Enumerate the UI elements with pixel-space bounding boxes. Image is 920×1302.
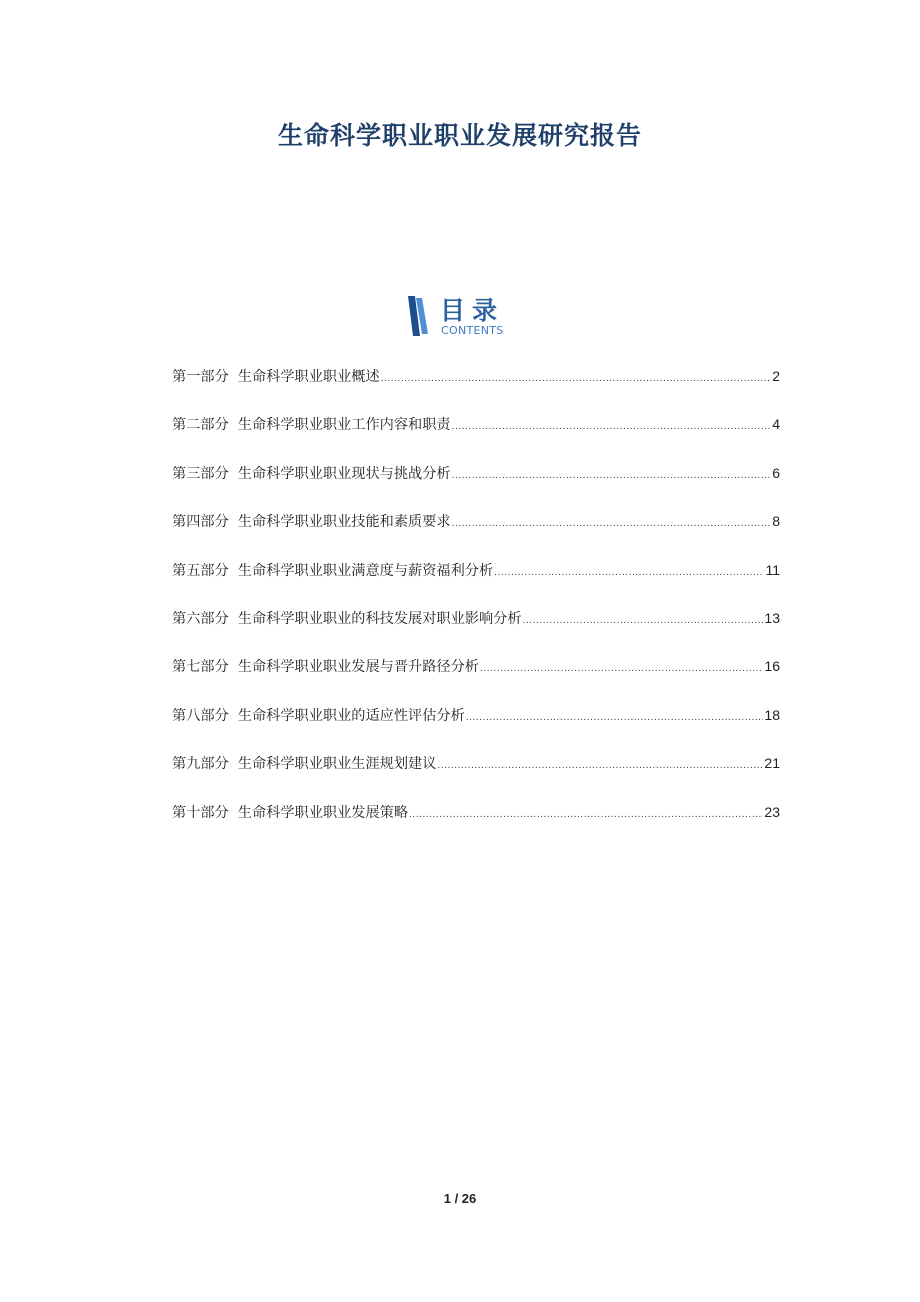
toc-entry-part: 第七部分 [172,659,229,676]
toc-dot-leader [466,708,764,728]
toc-entry-part: 第六部分 [172,610,229,627]
toc-entry-title: 生命科学职业职业满意度与薪资福利分析 [237,562,494,579]
toc-entry-page: 8 [772,513,780,530]
toc-entry-title: 生命科学职业职业的科技发展对职业影响分析 [237,610,522,627]
toc-dot-leader [452,514,772,534]
toc-entry-10[interactable] [172,802,780,850]
toc-entry-6[interactable] [172,608,780,656]
toc-entry-page: 23 [764,803,780,820]
toc-entry-part: 第四部分 [172,514,229,531]
toc-dot-leader [452,466,772,486]
toc-entry-title: 生命科学职业职业工作内容和职责 [237,417,451,434]
toc-entry-page: 11 [765,561,780,578]
toc-entry-page: 21 [764,755,780,772]
toc-dot-leader [437,756,763,776]
toc-entry-part: 第八部分 [172,707,229,724]
toc-header [406,292,526,340]
toc-entry-part: 第五部分 [172,562,229,579]
page-number: 1 / 26 [443,1191,477,1206]
toc-dot-leader [409,805,763,825]
toc-entry-title: 生命科学职业职业概述 [237,369,380,385]
toc-entry-title: 生命科学职业职业发展与晋升路径分析 [237,659,479,676]
toc-entry-page: 16 [764,658,780,675]
toc-entry-page: 2 [772,368,780,384]
toc-entry-page: 18 [764,706,780,723]
toc-dot-leader [381,369,772,389]
toc-entry-8[interactable] [172,705,780,753]
toc-bookmark-icon [406,296,430,336]
toc-entry-1[interactable] [172,366,780,414]
toc-dot-leader [452,417,772,437]
toc-entry-7[interactable] [172,656,780,704]
toc-entry-part: 第二部分 [172,417,229,434]
toc-dot-leader [494,563,764,583]
toc-entry-part: 第三部分 [172,465,229,482]
toc-entry-4[interactable] [172,511,780,559]
toc-entry-title: 生命科学职业职业发展策略 [237,804,409,821]
toc-entry-part: 第九部分 [172,756,229,773]
toc-dot-leader [523,611,764,631]
toc-subtitle: CONTENTS [441,324,504,337]
toc-entry-title: 生命科学职业职业现状与挑战分析 [237,465,451,482]
toc-entry-part: 第一部分 [172,369,229,385]
toc-entry-part: 第十部分 [172,804,229,821]
toc-entry-page: 13 [764,609,780,626]
toc-entry-3[interactable] [172,463,780,511]
toc-entry-2[interactable] [172,414,780,462]
toc-dot-leader [480,659,763,679]
toc-entry-9[interactable] [172,753,780,801]
toc-entry-title: 生命科学职业职业的适应性评估分析 [237,707,465,724]
toc-entry-title: 生命科学职业职业生涯规划建议 [237,756,437,773]
toc-entry-page: 6 [772,464,780,481]
toc-entry-5[interactable] [172,560,780,608]
document-title: 生命科学职业职业发展研究报告 [277,121,642,150]
table-of-contents [172,366,780,850]
toc-entry-title: 生命科学职业职业技能和素质要求 [237,514,451,531]
toc-entry-page: 4 [772,416,780,433]
toc-title: 目录 [440,296,505,325]
